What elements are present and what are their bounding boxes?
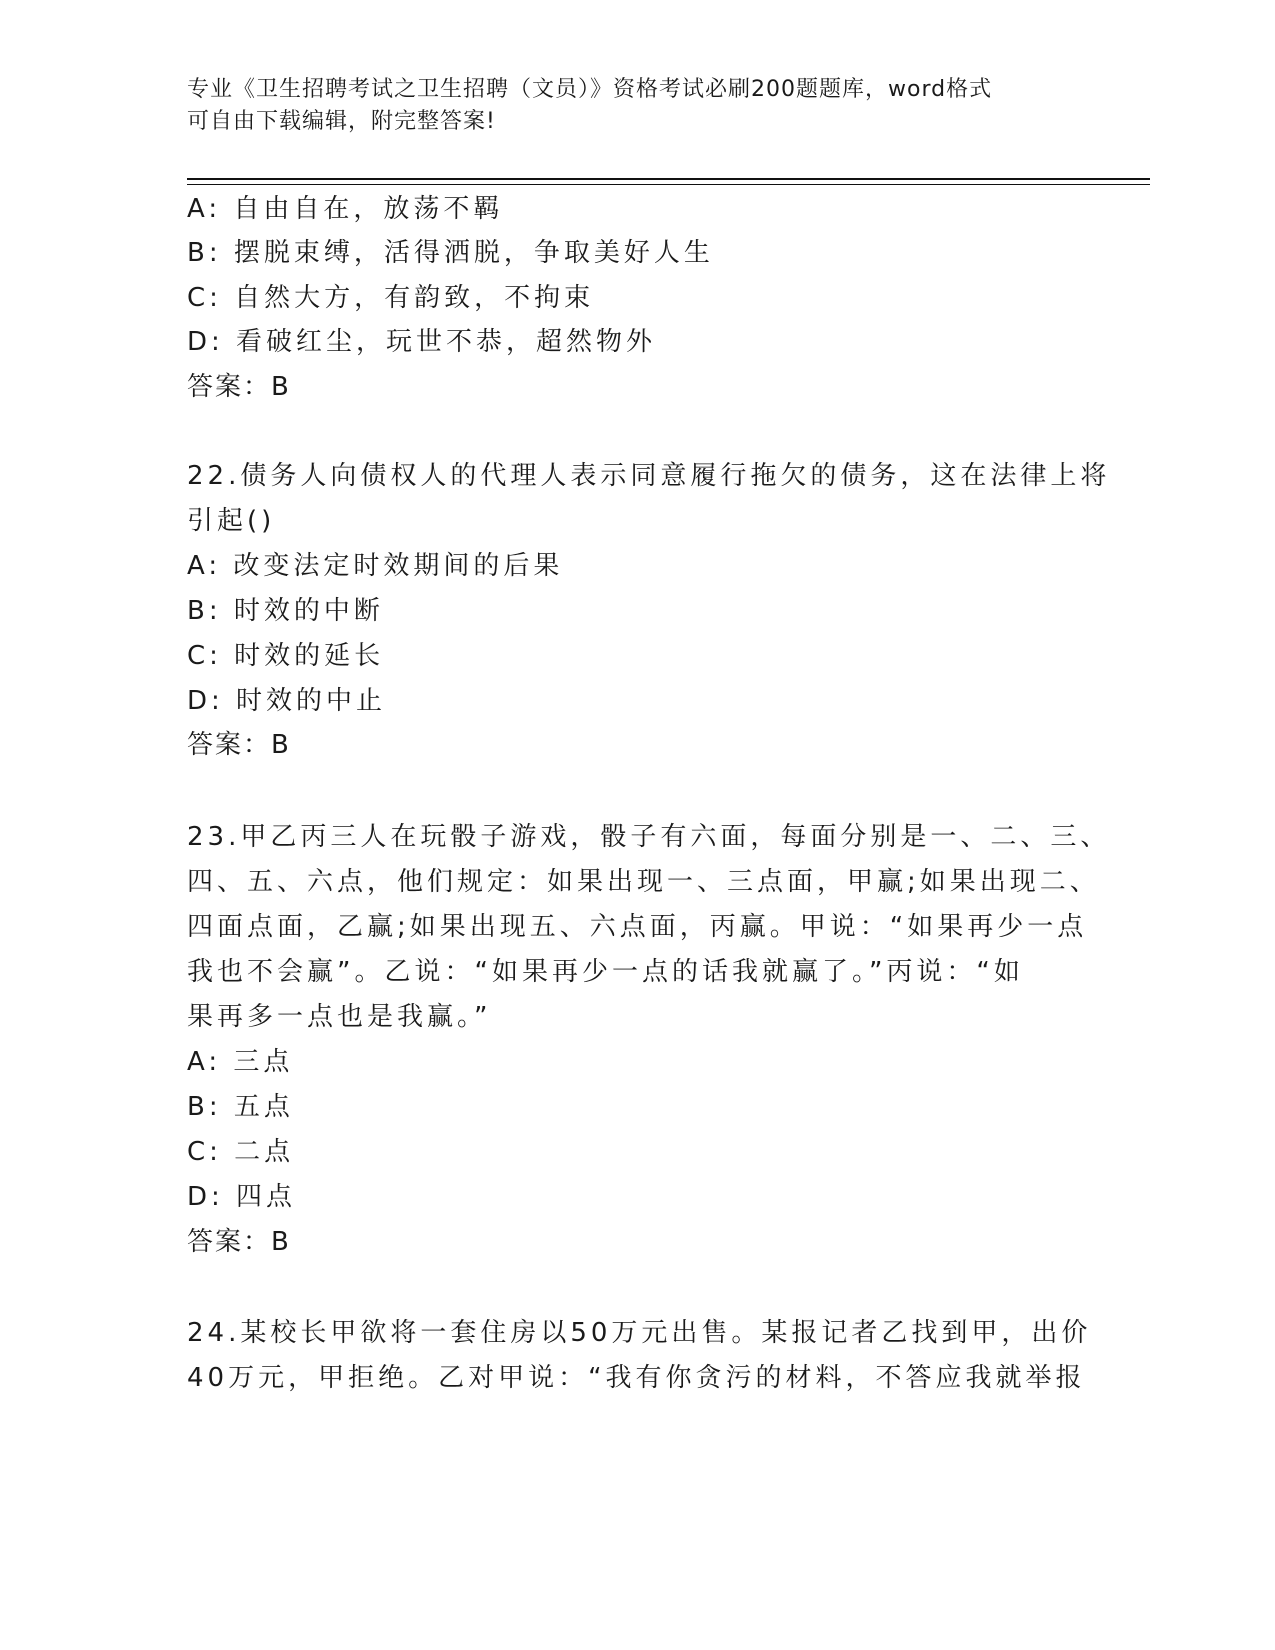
q23-option-a: A: 三点 <box>187 1047 294 1077</box>
q21-option-d: D: 看破红尘，玩世不恭，超然物外 <box>187 327 657 357</box>
q23-stem-line-5: 果再多一点也是我赢。” <box>187 1002 492 1032</box>
q23-stem-line-3: 四面点面，乙赢;如果出现五、六点面，丙赢。甲说：“如果再少一点 <box>187 912 1088 942</box>
q22-option-b: B: 时效的中断 <box>187 596 384 626</box>
q23-stem-line-2: 四、五、六点，他们规定：如果出现一、三点面，甲赢;如果出现二、 <box>187 867 1100 897</box>
q23-stem-line-1: 23.甲乙丙三人在玩骰子游戏，骰子有六面，每面分别是一、二、三、 <box>187 822 1111 852</box>
q23-option-d: D: 四点 <box>187 1182 297 1212</box>
q21-option-a: A: 自由自在，放荡不羁 <box>187 194 504 224</box>
header-divider-thick <box>187 178 1150 180</box>
q23-stem-line-4: 我也不会赢”。乙说：“如果再少一点的话我就赢了。”丙说：“如 <box>187 957 1024 987</box>
q22-stem-line-1: 22.债务人向债权人的代理人表示同意履行拖欠的债务，这在法律上将 <box>187 461 1111 491</box>
q22-stem-line-2: 引起() <box>187 506 276 536</box>
q22-option-c: C: 时效的延长 <box>187 641 385 671</box>
q24-stem-line-2: 40万元，甲拒绝。乙对甲说：“我有你贪污的材料，不答应我就举报 <box>187 1363 1086 1393</box>
q23-answer: 答案：B <box>187 1227 291 1257</box>
q22-answer: 答案：B <box>187 730 291 760</box>
q23-option-b: B: 五点 <box>187 1092 294 1122</box>
header-line-2: 可自由下载编辑，附完整答案! <box>187 109 496 134</box>
q21-option-b: B: 摆脱束缚，活得洒脱，争取美好人生 <box>187 238 714 268</box>
q21-option-c: C: 自然大方，有韵致，不拘束 <box>187 283 595 313</box>
q22-option-d: D: 时效的中止 <box>187 686 387 716</box>
q24-stem-line-1: 24.某校长甲欲将一套住房以50万元出售。某报记者乙找到甲，出价 <box>187 1318 1092 1348</box>
q21-answer: 答案：B <box>187 372 291 402</box>
document-header <box>187 74 1067 138</box>
header-line-1: 专业《卫生招聘考试之卫生招聘（文员）》资格考试必刷200题题库，word格式 <box>187 77 993 102</box>
header-divider-thin <box>187 184 1150 185</box>
q23-option-c: C: 二点 <box>187 1137 295 1167</box>
q22-option-a: A: 改变法定时效期间的后果 <box>187 551 564 581</box>
